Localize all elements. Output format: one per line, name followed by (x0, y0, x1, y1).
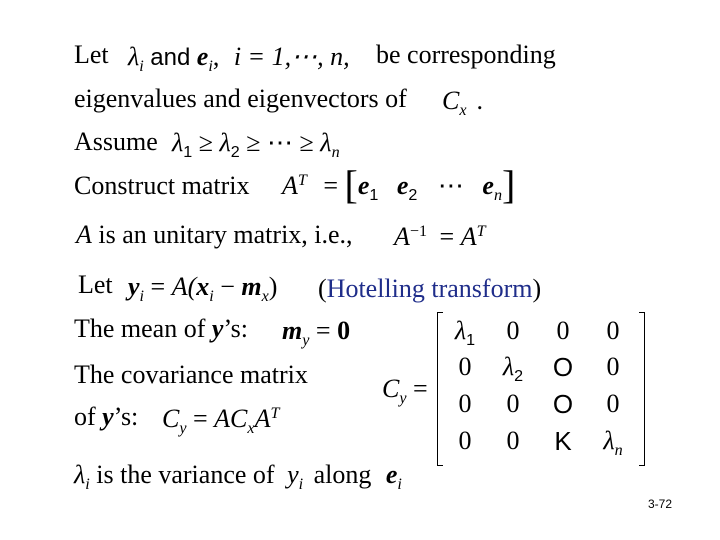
transpose-sup: T (476, 223, 486, 241)
y-sub: i (298, 475, 304, 493)
y-letter: y (211, 314, 224, 343)
equals: = (315, 316, 331, 345)
note-open: ( (318, 274, 327, 303)
c-subscript: x (459, 101, 467, 119)
ge-symbol: ≥ (198, 128, 214, 157)
equals: = (150, 272, 166, 301)
m-sub: y (302, 331, 310, 349)
m-sub: x (261, 287, 269, 305)
e2-sub: 2 (408, 185, 418, 204)
a-inverse: A (394, 222, 410, 251)
mean-text: The mean of (74, 314, 206, 343)
matrix-cell: O (552, 352, 574, 382)
lambda-2: λ (219, 128, 231, 157)
e-vector: e (385, 460, 398, 489)
be-corresponding-text: be corresponding (376, 40, 556, 69)
en-sub: n (493, 186, 502, 204)
x-vector: x (196, 272, 210, 301)
c-letter: C (382, 374, 400, 403)
hotelling-equation (128, 272, 278, 305)
covariance-label: The covariance matrix (74, 360, 308, 389)
let-label-2: Let (78, 270, 113, 299)
matrix-cell: 0 (606, 352, 620, 381)
eigen-pair-expression (128, 42, 350, 73)
a-letter: A (76, 220, 92, 249)
assume-label: Assume (74, 127, 158, 156)
a-letter: A (282, 171, 298, 200)
close-paren: ) (268, 272, 278, 301)
and-word: and (150, 44, 191, 71)
c-letter: C (162, 404, 180, 433)
unitary-statement (76, 220, 353, 250)
matrix-cell: 0 (506, 389, 520, 418)
matrix-cell: 0 (506, 316, 520, 345)
a-letter: A (254, 404, 271, 433)
lambda-n-sub: n (331, 143, 340, 161)
e2: e (396, 171, 409, 200)
lambda-i: λ (74, 460, 86, 489)
lambda-i-sub: i (85, 475, 90, 493)
y-sub: i (139, 287, 145, 305)
y-suffix: ’s: (113, 402, 139, 431)
lambda-1: λ (172, 128, 184, 157)
ge-chain: ≥ ⋯ ≥ (246, 128, 314, 157)
note-close: ) (532, 274, 542, 303)
m-vector: m (282, 316, 303, 345)
matrix-cell: $\lambda_2$ (502, 352, 524, 385)
eigenvector-e: e (196, 42, 209, 71)
equals: = (323, 171, 339, 200)
matrix-left-bracket (437, 312, 443, 466)
matrix-cell: $\lambda_n$ (603, 426, 623, 459)
ac-letters: AC (214, 404, 248, 433)
e1-sub: 1 (369, 185, 379, 204)
matrix-cell: $\lambda_1$ (454, 316, 476, 349)
lambda-n: λ (320, 128, 332, 157)
matrix-cell: 0 (458, 389, 472, 418)
mean-equation (282, 316, 351, 349)
equals: = (413, 374, 428, 403)
covariance-equation (162, 404, 280, 437)
variance-text: is the variance of (96, 460, 275, 489)
cx-symbol (442, 86, 483, 119)
hotelling-note (318, 274, 541, 304)
transpose-definition (282, 162, 516, 207)
y-letter: y (287, 460, 299, 489)
of-word: of (74, 402, 96, 431)
lambda-1-sub: 1 (183, 142, 193, 161)
en: e (482, 171, 494, 200)
ordering-expression (172, 128, 340, 161)
lambda-symbol: λ (128, 42, 140, 71)
minus: − (220, 272, 235, 301)
y-vector: y (128, 272, 140, 301)
m-vector: m (241, 272, 262, 301)
zero-vector: 0 (337, 316, 351, 345)
covariance-matrix (437, 312, 645, 464)
inverse-equation (394, 222, 486, 252)
x-sub: i (209, 287, 214, 305)
comma: , (212, 42, 220, 71)
let-label: Let (74, 40, 109, 69)
index-range: i = 1,⋯, n, (233, 42, 350, 71)
matrix-cell: 0 (458, 426, 472, 455)
a-superscript: T (297, 172, 307, 190)
c-sub: y (179, 419, 187, 437)
lambda-subscript: i (139, 57, 144, 75)
unitary-text: is an unitary matrix, i.e., (98, 220, 353, 249)
along-word: along (313, 460, 372, 489)
ac-sub: x (247, 419, 255, 437)
hotelling-label: Hotelling transform (326, 274, 533, 303)
matrix-cell: 0 (506, 426, 520, 455)
mean-label (74, 314, 248, 344)
right-bracket: ] (502, 162, 516, 207)
cy-label (382, 374, 428, 407)
matrix-cell: K (554, 426, 572, 456)
e-subscript: i (208, 57, 213, 75)
matrix-right-bracket (639, 312, 645, 466)
of-ys-label (74, 402, 138, 432)
y-suffix: ’s: (223, 314, 249, 343)
variance-statement (74, 460, 402, 493)
eigenvalues-text: eigenvalues and eigenvectors of (74, 84, 407, 113)
y-letter: y (102, 402, 114, 431)
a-sup: T (270, 405, 280, 423)
a-transpose: A (460, 222, 477, 251)
e1: e (357, 171, 370, 200)
c-letter: C (442, 86, 460, 115)
equals: = (193, 404, 208, 433)
matrix-cell: 0 (606, 389, 620, 418)
e-sub: i (397, 475, 402, 493)
a-open: A( (171, 272, 197, 301)
period: . (476, 86, 483, 115)
matrix-cell: 0 (556, 316, 570, 345)
matrix-cell: 0 (606, 316, 620, 345)
c-sub: y (399, 389, 407, 407)
inverse-sup: −1 (409, 223, 428, 241)
lambda-2-sub: 2 (230, 142, 240, 161)
construct-matrix-text: Construct matrix (74, 171, 250, 200)
dots: ⋯ (437, 171, 464, 200)
matrix-cell: O (552, 389, 574, 419)
line-let-eigen (74, 40, 109, 70)
left-bracket: [ (344, 162, 358, 207)
matrix-cell: 0 (458, 352, 472, 381)
page-number: 3-72 (648, 497, 673, 511)
equals: = (439, 222, 455, 251)
